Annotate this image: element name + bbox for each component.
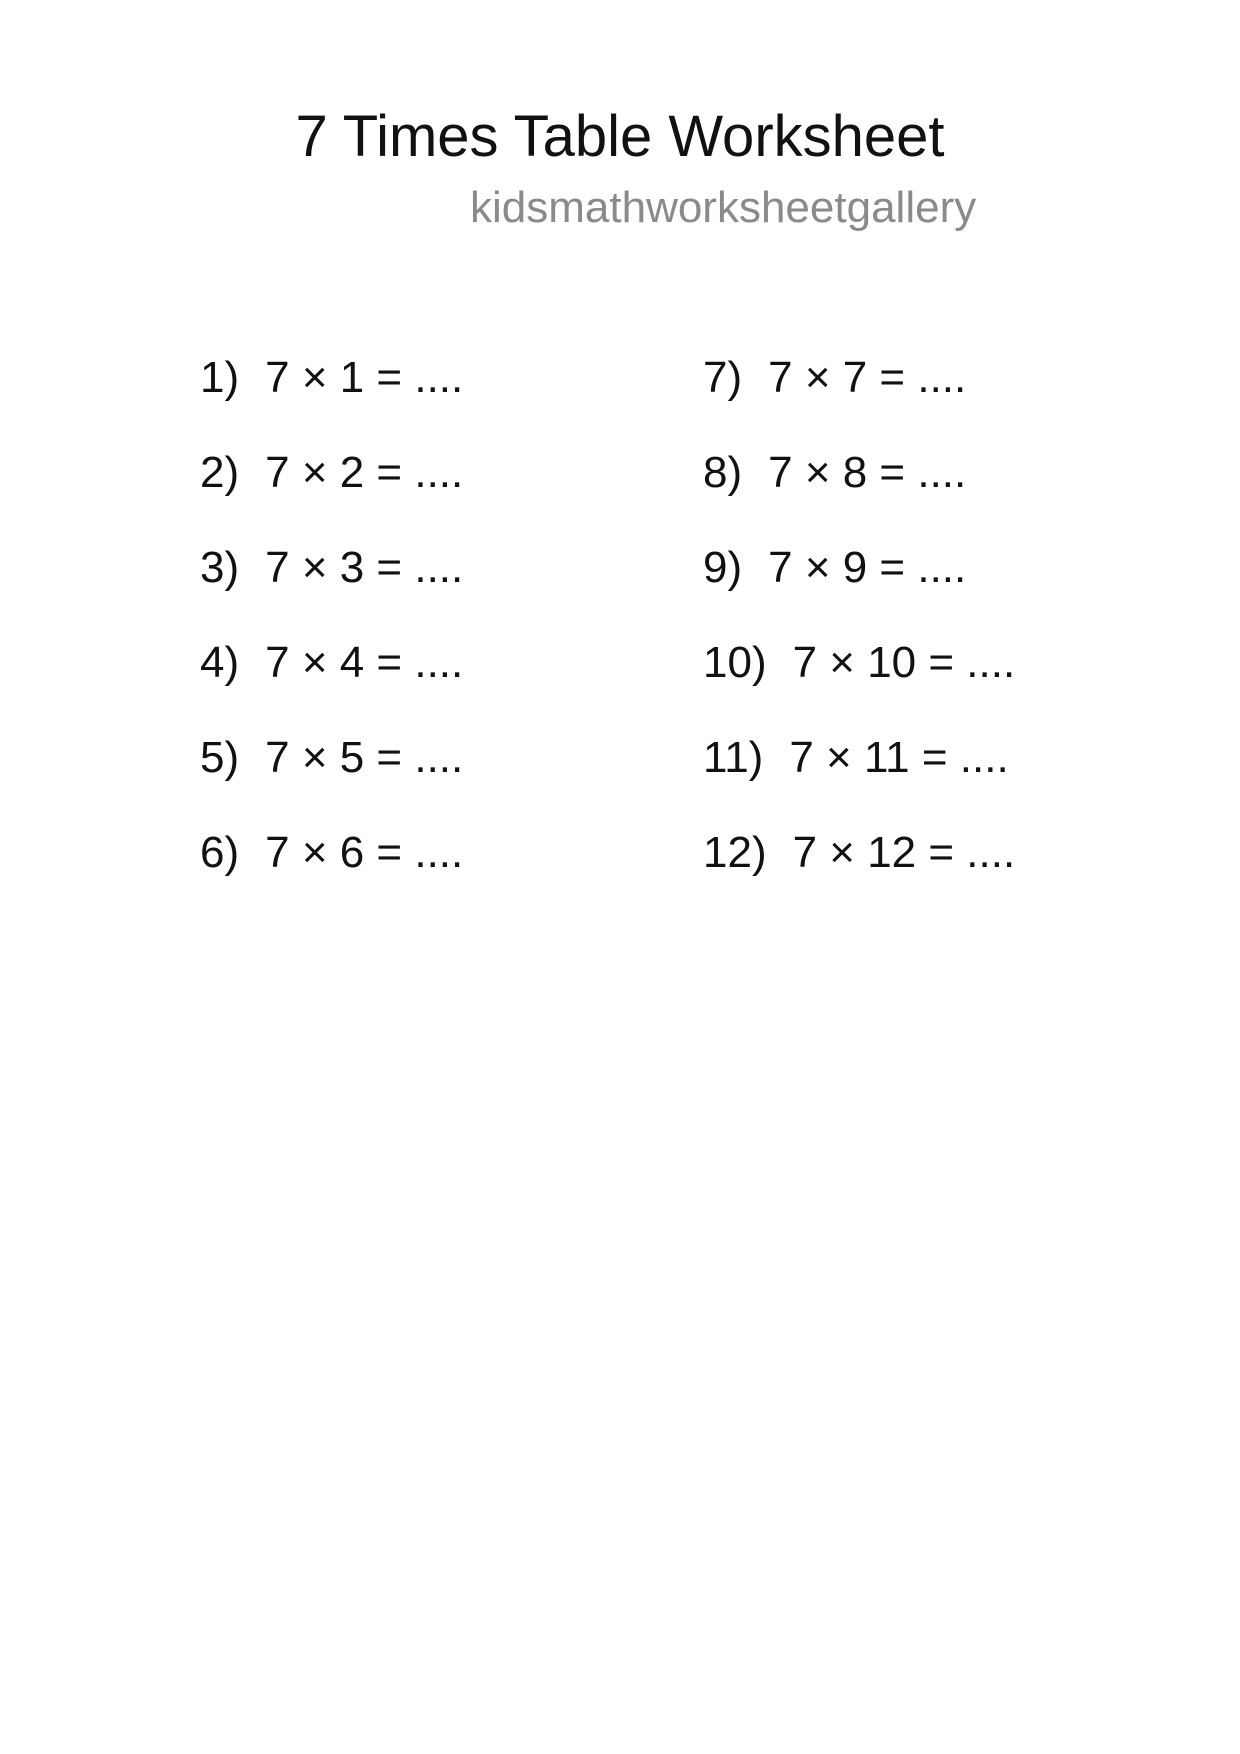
- problem-item: [703, 350, 1015, 445]
- problem-number: 1): [200, 353, 240, 402]
- problem-expression: 7 × 6 = ....: [265, 828, 464, 877]
- problem-number: 12): [703, 828, 767, 877]
- problem-item: [703, 730, 1015, 825]
- problem-item: [200, 825, 463, 920]
- problem-item: [703, 445, 1015, 540]
- problem-expression: 7 × 12 = ....: [792, 828, 1016, 877]
- problem-number: 4): [200, 638, 240, 687]
- problem-number: 7): [703, 353, 743, 402]
- problem-number: 8): [703, 448, 743, 497]
- problem-number: 3): [200, 543, 240, 592]
- problem-item: [200, 730, 463, 825]
- problem-number: 2): [200, 448, 240, 497]
- problem-expression: 7 × 10 = ....: [792, 638, 1016, 687]
- source-label: kidsmathworksheetgallery: [470, 183, 977, 232]
- problem-item: [200, 540, 463, 635]
- problem-expression: 7 × 1 = ....: [265, 353, 464, 402]
- problem-expression: 7 × 3 = ....: [265, 543, 464, 592]
- problem-number: 9): [703, 543, 743, 592]
- problem-item: [200, 635, 463, 730]
- problem-expression: 7 × 5 = ....: [265, 733, 464, 782]
- problem-expression: 7 × 2 = ....: [265, 448, 464, 497]
- problem-number: 11): [703, 733, 764, 782]
- problem-item: [703, 825, 1015, 920]
- problem-item: [200, 350, 463, 445]
- problem-column-left: [200, 350, 463, 920]
- problem-expression: 7 × 9 = ....: [768, 543, 967, 592]
- problem-column-right: [703, 350, 1015, 920]
- problem-expression: 7 × 7 = ....: [768, 353, 967, 402]
- problem-expression: 7 × 4 = ....: [265, 638, 464, 687]
- problem-item: [703, 635, 1015, 730]
- page-title: 7 Times Table Worksheet: [295, 104, 945, 169]
- problem-number: 5): [200, 733, 240, 782]
- problem-number: 6): [200, 828, 240, 877]
- problem-expression: 7 × 11 = ....: [789, 733, 1009, 782]
- problem-item: [703, 540, 1015, 635]
- problem-expression: 7 × 8 = ....: [768, 448, 967, 497]
- problem-item: [200, 445, 463, 540]
- problem-number: 10): [703, 638, 767, 687]
